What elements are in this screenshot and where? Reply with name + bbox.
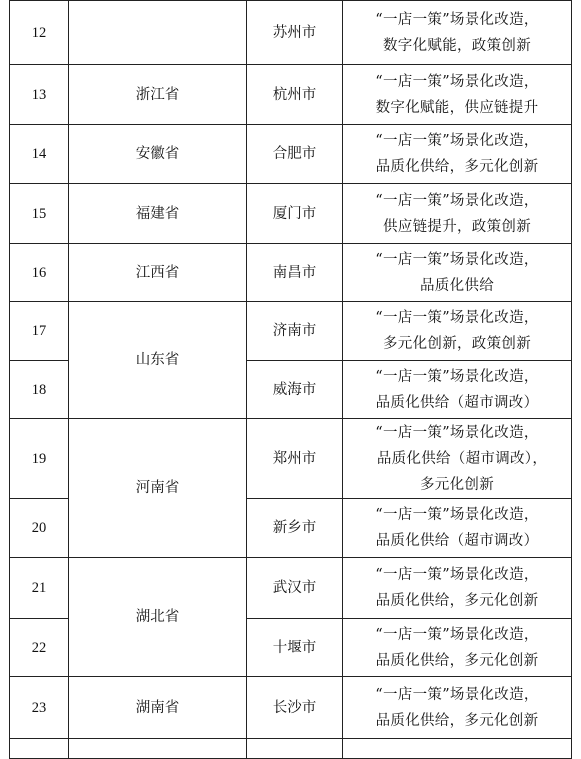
table-row (10, 677, 572, 739)
measure-line: 品质化供给，多元化创新 (375, 593, 539, 609)
province-cell: 江西省 (69, 244, 247, 302)
measures-cell (343, 739, 572, 759)
measure-line: 数字化赋能，供应链提升 (375, 99, 539, 116)
province-cell: 安徽省 (69, 125, 247, 184)
city-cell: 长沙市 (247, 677, 343, 739)
measure-line: 数字化赋能，政策创新 (383, 37, 531, 54)
table-row (10, 419, 572, 499)
measures-cell (343, 302, 572, 361)
city-cell: 苏州市 (247, 1, 343, 65)
province-cell (69, 1, 247, 65)
row-number: 16 (10, 244, 69, 302)
measure-line: 品质化供给（超市调改）， (376, 450, 548, 467)
measure-line: “一店一策”场景化改造， (375, 310, 539, 326)
city-cell: 新乡市 (247, 499, 343, 558)
province-cell: 浙江省 (69, 65, 247, 125)
measures-cell (343, 619, 572, 677)
table-row (10, 184, 572, 244)
province-cell: 河南省 (69, 419, 247, 558)
table-row (10, 244, 572, 302)
measure-line: “一店一策”场景化改造， (375, 368, 539, 385)
table-row (10, 65, 572, 125)
city-cell: 十堰市 (247, 619, 343, 677)
city-cell: 郑州市 (247, 419, 343, 499)
row-number (10, 739, 69, 759)
measure-line: “一店一策”场景化改造， (375, 73, 539, 90)
measures-cell (343, 125, 572, 184)
measure-line: 供应链提升，政策创新 (383, 218, 531, 235)
measure-line: “一店一策”场景化改造， (375, 192, 539, 209)
province-cell: 湖南省 (69, 677, 247, 739)
row-number: 19 (10, 419, 69, 499)
row-number: 13 (10, 65, 69, 125)
table-row (10, 125, 572, 184)
measures-cell (343, 1, 572, 65)
measure-line: 品质化供给 (420, 277, 494, 294)
measure-line: “一店一策”场景化改造， (375, 507, 539, 523)
city-cell: 杭州市 (247, 65, 343, 125)
table-row (10, 1, 572, 65)
table-row (10, 302, 572, 361)
row-number: 23 (10, 677, 69, 739)
measures-cell (343, 244, 572, 302)
table-row (10, 558, 572, 619)
row-number: 12 (10, 1, 69, 65)
city-cell: 合肥市 (247, 125, 343, 184)
row-number: 22 (10, 619, 69, 677)
row-number: 20 (10, 499, 69, 558)
measure-line: 品质化供给，多元化创新 (375, 159, 539, 175)
row-number: 14 (10, 125, 69, 184)
city-cell: 威海市 (247, 361, 343, 419)
measure-line: 多元化创新，政策创新 (383, 336, 531, 352)
measure-line: “一店一策”场景化改造， (375, 251, 539, 268)
row-number: 17 (10, 302, 69, 361)
city-cell: 济南市 (247, 302, 343, 361)
measures-cell (343, 499, 572, 558)
measure-line: 品质化供给，多元化创新 (375, 712, 539, 729)
measure-line: 品质化供给（超市调改） (375, 533, 539, 549)
table-row (10, 739, 572, 759)
measure-line: “一店一策”场景化改造， (375, 133, 539, 149)
measure-line: “一店一策”场景化改造， (375, 424, 539, 441)
city-cell: 武汉市 (247, 558, 343, 619)
measure-line: 品质化供给（超市调改） (375, 394, 539, 411)
measures-cell (343, 65, 572, 125)
measure-line: “一店一策”场景化改造， (375, 567, 539, 583)
measure-line: “一店一策”场景化改造， (375, 626, 539, 643)
city-cell: 厦门市 (247, 184, 343, 244)
measure-line: 多元化创新 (420, 476, 494, 493)
province-cell: 山东省 (69, 302, 247, 419)
measure-line: 品质化供给，多元化创新 (375, 652, 539, 669)
measures-cell (343, 361, 572, 419)
city-cell (247, 739, 343, 759)
measures-cell (343, 184, 572, 244)
city-cell: 南昌市 (247, 244, 343, 302)
row-number: 15 (10, 184, 69, 244)
row-number: 21 (10, 558, 69, 619)
measures-cell (343, 677, 572, 739)
measure-line: “一店一策”场景化改造， (375, 11, 539, 28)
row-number: 18 (10, 361, 69, 419)
measure-line: “一店一策”场景化改造， (375, 686, 539, 703)
province-cell (69, 739, 247, 759)
measures-cell (343, 558, 572, 619)
province-cell: 湖北省 (69, 558, 247, 677)
city-policy-table (9, 0, 572, 759)
province-cell: 福建省 (69, 184, 247, 244)
measures-cell (343, 419, 572, 499)
